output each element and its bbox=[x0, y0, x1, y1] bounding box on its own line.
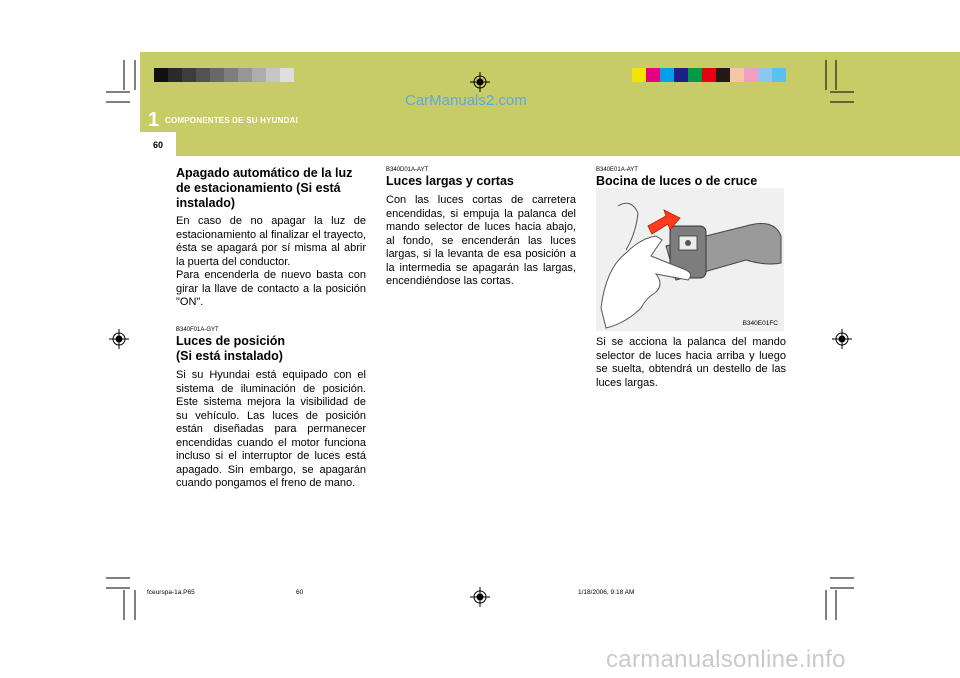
left-column-section-2 bbox=[176, 326, 366, 491]
section-code: B340D01A-AYT bbox=[386, 167, 429, 173]
figure-light-lever bbox=[596, 188, 784, 331]
right-column-body bbox=[596, 336, 786, 390]
section-heading-auto-parking-light: Apagado automático de la luz de estacionamiento (Si está instalado) bbox=[176, 166, 353, 210]
footer-date: 1/18/2006, 9:18 AM bbox=[578, 589, 635, 596]
section-code: B340F01A-GYT bbox=[176, 327, 219, 333]
chapter-number: 1 bbox=[148, 109, 160, 131]
section-heading-flash-to-pass: Bocina de luces o de cruce bbox=[596, 174, 758, 188]
section-body-paragraph: Con las luces cortas de carretera encendidas, si empuja la palanca del mando selector de luces hacia abajo, al fondo, se encenderán las luces largas, si la levanta de esa posición a la intermedia se apagarán las largas, encendiéndose las cortas. bbox=[386, 194, 576, 287]
chapter-title: COMPONENTES DE SU HYUNDAI bbox=[165, 116, 299, 125]
registration-target-left-icon bbox=[109, 329, 129, 349]
right-column bbox=[596, 166, 786, 189]
registration-target-right-icon bbox=[832, 329, 852, 349]
left-column bbox=[176, 166, 366, 310]
footer-file-name: fceurspa-1a.P65 bbox=[147, 589, 195, 596]
section-heading-high-low-beams: Luces largas y cortas bbox=[386, 174, 514, 188]
section-body-paragraph: Si su Hyundai está equipado con el sistema de iluminación de posición. Este sistema mejora la visibilidad de su vehículo. Las luces de posición están diseñadas para permanecer encendidas cuando el motor funciona incluso si el interruptor de luces está apagado. Sin embargo, se apagarán cuando pongamos el freno de mano. bbox=[176, 369, 366, 489]
section-heading-position-lights: Luces de posición bbox=[176, 334, 286, 348]
page-number: 60 bbox=[153, 140, 164, 150]
hand-on-lever-illustration-icon bbox=[596, 188, 784, 331]
section-heading-subtitle: (Si está instalado) bbox=[176, 349, 283, 363]
watermark-bottom[interactable]: carmanualsonline.info bbox=[606, 646, 846, 673]
section-code: B340E01A-AYT bbox=[596, 167, 638, 173]
middle-column bbox=[386, 166, 576, 289]
watermark-top[interactable]: CarManuals2.com bbox=[405, 92, 527, 109]
section-body-paragraph: En caso de no apagar la luz de estacionamiento al finalizar el trayecto, ésta se apagará por sí misma al abrir la puerta del conductor. bbox=[176, 215, 366, 268]
footer-page: 60 bbox=[296, 589, 304, 596]
figure-label: B340E01FC bbox=[742, 320, 778, 327]
registration-target-bottom-icon bbox=[470, 587, 490, 607]
section-body-paragraph: Si se acciona la palanca del mando selector de luces hacia arriba y luego se suelta, obtendrá un destello de las luces largas. bbox=[596, 336, 786, 389]
registration-target-top-icon bbox=[470, 72, 490, 92]
section-body-paragraph: Para encenderla de nuevo basta con girar la llave de contacto a la posición "ON". bbox=[176, 269, 366, 308]
